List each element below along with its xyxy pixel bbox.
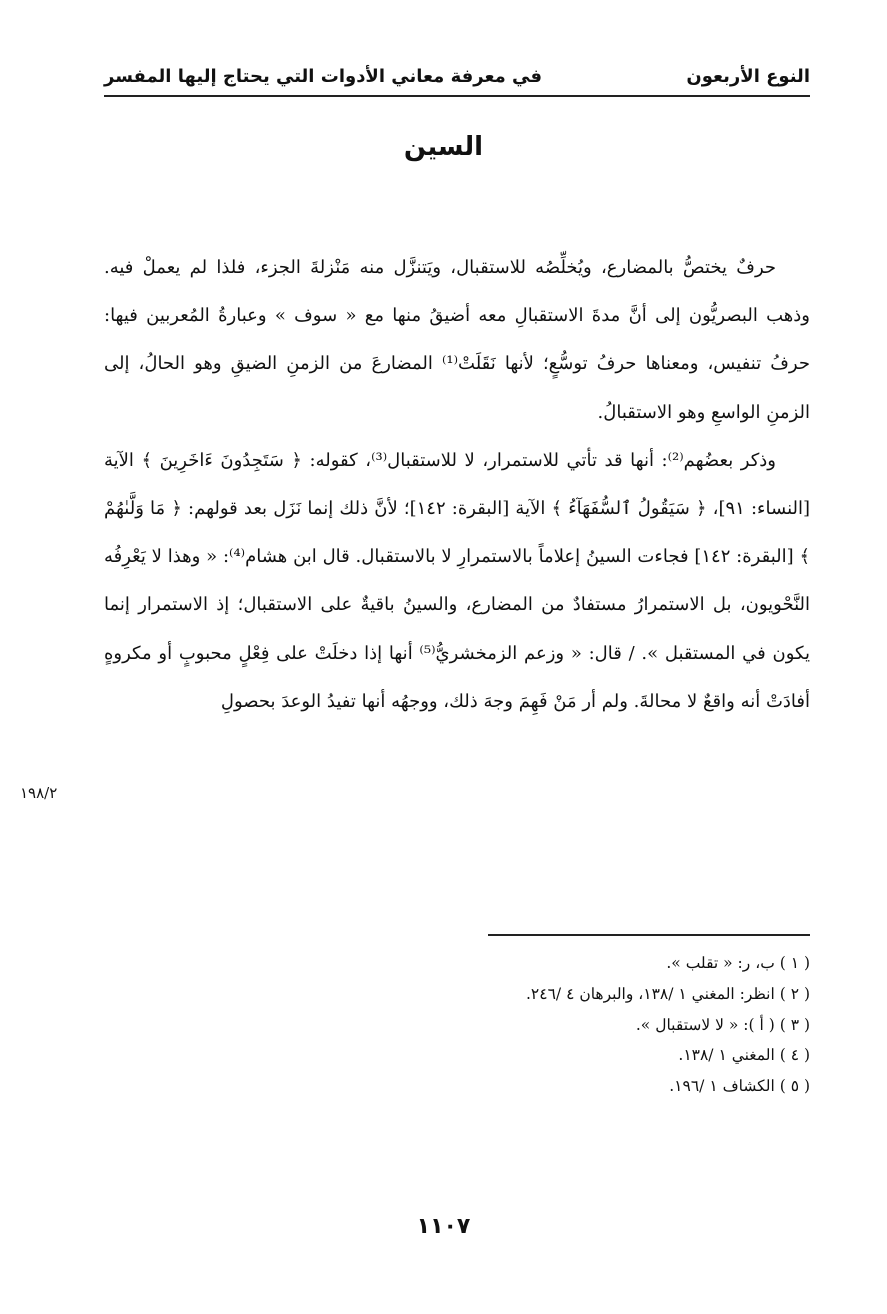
page-number: ١١٠٧ <box>416 1214 471 1239</box>
footnote: ( ٥ ) الكشاف ١ /١٩٦. <box>669 1077 810 1096</box>
book-section-title: في معرفة معاني الأدوات التي يحتاج إليها المفسر <box>104 65 543 87</box>
body-text <box>104 244 810 726</box>
paragraph: حرفٌ يختصُّ بالمضارع، ويُخلِّصُه للاستقبال، ويَتنزَّل منه مَنْزلةَ الجزء، فلذا لم يعملْ فيه. وذهب البصريُّون إلى أنَّ مدةَ الاستقبالِ معه أضيقُ منها مع « سوف » وعبارةُ المُعربين فيها: حرفُ تنفيس، ومعناها حرفُ توسُّعٍ؛ لأنها نَقَلَتْ⁽¹⁾ المضارعَ من الزمنِ الضيقِ وهو الحالُ، إلى الزمنِ الواسعِ وهو الاستقبالُ. <box>104 257 810 423</box>
footnote: ( ٤ ) المغني ١ /١٣٨. <box>678 1046 810 1065</box>
running-header <box>104 58 810 94</box>
chapter-title: النوع الأربعون <box>686 65 810 87</box>
footnote: ( ١ ) ب، ر: « تقلب ». <box>666 954 810 972</box>
header-rule <box>104 95 810 97</box>
footnote-rule <box>488 934 810 936</box>
paragraph: وذكر بعضُهم⁽²⁾: أنها قد تأتي للاستمرار، لا للاستقبال⁽³⁾، كقوله: ﴿ سَتَجِدُونَ ءَاخَرِينَ ﴾ الآية [النساء: ٩١]، ﴿ سَيَقُولُ ٱلسُّفَهَآءُ ﴾ الآية [البقرة: ١٤٢]؛ لأنَّ ذلك إنما نَزَل بعد قولهم: ﴿ مَا وَلَّىٰهُمْ ﴾ [البقرة: ١٤٢] فجاءت السينُ إعلاماً بالاستمرارِ لا بالاستقبال. قال ابن هشام⁽⁴⁾: « وهذا لا يَعْرِفُه النَّحْويون، بل الاستمرارُ مستفادٌ من المضارع، والسينُ باقيةٌ على الاستقبال؛ إذ الاستمرار إنما يكون في المستقبل ». / قال: « وزعم الزمخشريُّ⁽⁵⁾ أنها إذا دخلَتْ على فِعْلٍ محبوبٍ أو مكروهٍ أفادَتْ أنه واقعٌ لا محالةَ. ولم أر مَنْ فَهِمَ وجهَ ذلك، ووجهُه أنها تفيدُ الوعدَ بحصولِ <box>104 449 811 712</box>
section-title: السين <box>403 132 484 162</box>
margin-reference: ١٩٨/٢ <box>20 784 58 802</box>
footnote: ( ٢ ) انظر: المغني ١ /١٣٨، والبرهان ٤ /٢٤٦. <box>525 984 810 1003</box>
footnotes <box>104 948 810 1102</box>
footnote: ( ٣ ) ( أ ): « لا لاستقبال ». <box>635 1015 810 1034</box>
